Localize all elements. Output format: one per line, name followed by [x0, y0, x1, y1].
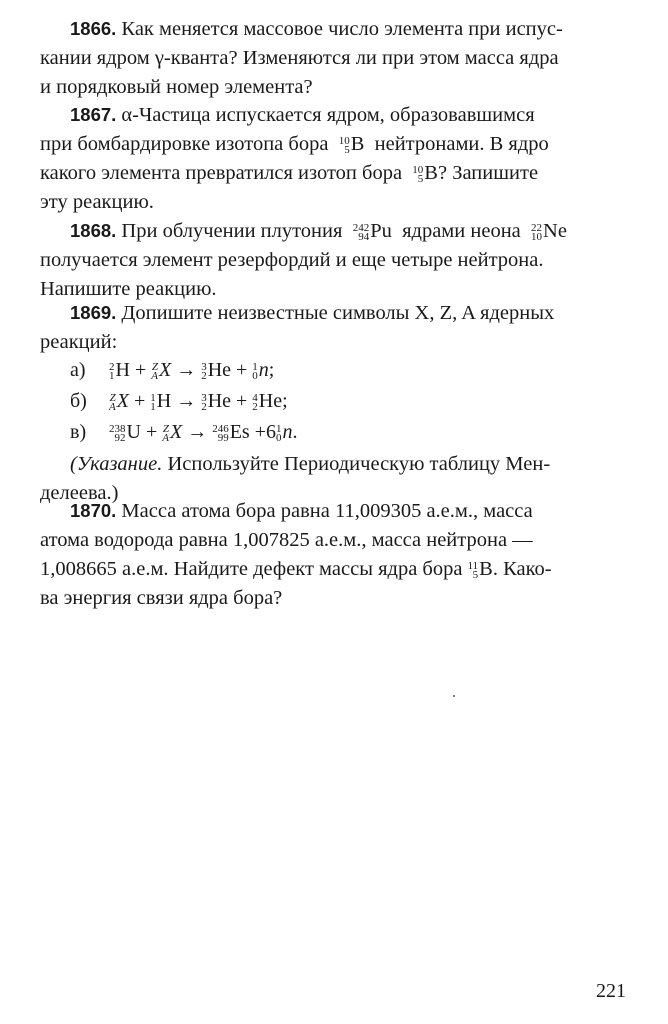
- plus-sign: +: [145, 421, 158, 443]
- isotope-pu242: 242 94: [352, 222, 370, 244]
- problem-text: ? Запишите: [437, 162, 539, 184]
- problem-1870: [40, 496, 632, 613]
- problem-text: Допишите неизвестные символы X, Z, A ядерных: [121, 302, 555, 324]
- problem-1867: [40, 100, 632, 217]
- element-symbol: B: [424, 162, 438, 184]
- reaction-label: в): [70, 421, 87, 443]
- scan-speck: [453, 695, 455, 697]
- plus-sign: +: [254, 421, 266, 443]
- problem-number: 1870.: [70, 500, 117, 521]
- arrow-icon: →: [176, 359, 197, 381]
- punctuation: .: [292, 421, 298, 443]
- problem-number: 1867.: [70, 104, 117, 125]
- element-symbol: He: [258, 390, 283, 412]
- page-number: 221: [596, 980, 626, 1002]
- isotope-x: Z A: [151, 361, 158, 383]
- element-symbol: Ne: [543, 220, 567, 242]
- isotope-b11: 11 5: [467, 560, 479, 582]
- punctuation: ;: [282, 390, 288, 412]
- element-symbol: He: [207, 359, 232, 381]
- arrow-icon: →: [187, 421, 208, 443]
- plus-sign: +: [133, 390, 146, 412]
- hint-text: делеева.): [40, 482, 119, 504]
- reaction-c: [70, 418, 297, 446]
- isotope-neutron: 1 0: [275, 423, 282, 445]
- problem-number: 1869.: [70, 302, 117, 323]
- problem-text: α-Частица испускается ядром, образовавшимся: [121, 104, 535, 126]
- isotope-ne22: 22 10: [531, 222, 543, 244]
- reaction-label: а): [70, 359, 86, 381]
- isotope-h2: 2 1: [109, 361, 115, 383]
- problem-text: ядрами неона: [402, 220, 521, 242]
- problem-text: При облучении плутония: [121, 220, 343, 242]
- isotope-h1: 1 1: [150, 392, 156, 414]
- element-symbol: n: [258, 359, 269, 381]
- problem-text: реакций:: [40, 331, 118, 353]
- reaction-a: [70, 356, 274, 384]
- plus-sign: +: [236, 359, 248, 381]
- isotope-neutron: 1 0: [252, 361, 258, 383]
- isotope-he3: 3 2: [201, 361, 207, 383]
- isotope-he3: 3 2: [201, 392, 207, 414]
- problem-text: кании ядром γ-кванта? Изменяются ли при этом масса ядра: [40, 47, 559, 69]
- problem-text: Напишите реакцию.: [40, 278, 217, 300]
- arrow-icon: →: [176, 390, 197, 412]
- element-symbol: H: [156, 390, 172, 412]
- problem-text: нейтронами. В ядро: [374, 133, 549, 155]
- element-symbol: H: [115, 359, 130, 381]
- element-symbol: Es: [229, 421, 250, 443]
- problem-text: Как меняется массовое число элемента при испус-: [121, 18, 563, 40]
- punctuation: ;: [268, 359, 275, 381]
- problem-text: атома водорода равна 1,007825 а.е.м., масса нейтрона —: [40, 529, 533, 551]
- problem-text: 1,008665 а.е.м. Найдите дефект массы ядра бора: [40, 558, 463, 580]
- problem-text: при бомбардировке изотопа бора: [40, 133, 329, 155]
- problem-text: эту реакцию.: [40, 191, 154, 213]
- element-symbol: Pu: [370, 220, 392, 242]
- coefficient: 6: [265, 421, 276, 443]
- problem-text: ва энергия связи ядра бора?: [40, 587, 283, 609]
- isotope-he4: 4 2: [252, 392, 258, 414]
- element-symbol: He: [207, 390, 232, 412]
- problem-number: 1866.: [70, 18, 117, 39]
- problem-1869: [40, 298, 632, 357]
- isotope-es246: 246 99: [212, 423, 229, 445]
- element-symbol: U: [126, 421, 141, 443]
- problem-text: и порядковый номер элемента?: [40, 76, 313, 98]
- problem-text: . Како-: [492, 558, 552, 580]
- element-symbol: X: [158, 359, 172, 381]
- reaction-b: [70, 387, 288, 415]
- problem-text: получается элемент резерфордий и еще четыре нейтрона.: [40, 249, 544, 271]
- element-symbol: X: [169, 421, 183, 443]
- reaction-label: б): [70, 390, 87, 412]
- plus-sign: +: [236, 390, 248, 412]
- problem-text: Масса атома бора равна 11,009305 а.е.м., масса: [121, 500, 533, 522]
- problem-1868: [40, 216, 632, 304]
- problem-number: 1868.: [70, 220, 117, 241]
- plus-sign: +: [134, 359, 147, 381]
- problem-1866: [40, 14, 632, 102]
- hint-text: Используйте Периодическую таблицу Мен-: [167, 453, 551, 475]
- element-symbol: X: [116, 390, 129, 412]
- isotope-b10: 10 5: [338, 135, 350, 157]
- hint-label: (Указание.: [70, 453, 163, 475]
- element-symbol: n: [282, 421, 293, 443]
- isotope-u238: 238 92: [109, 423, 126, 445]
- isotope-b10: 10 5: [412, 164, 424, 186]
- problem-text: какого элемента превратился изотоп бора: [40, 162, 403, 184]
- isotope-x: Z A: [162, 423, 169, 445]
- element-symbol: B: [350, 133, 365, 155]
- element-symbol: B: [479, 558, 493, 580]
- isotope-x: Z A: [109, 392, 116, 414]
